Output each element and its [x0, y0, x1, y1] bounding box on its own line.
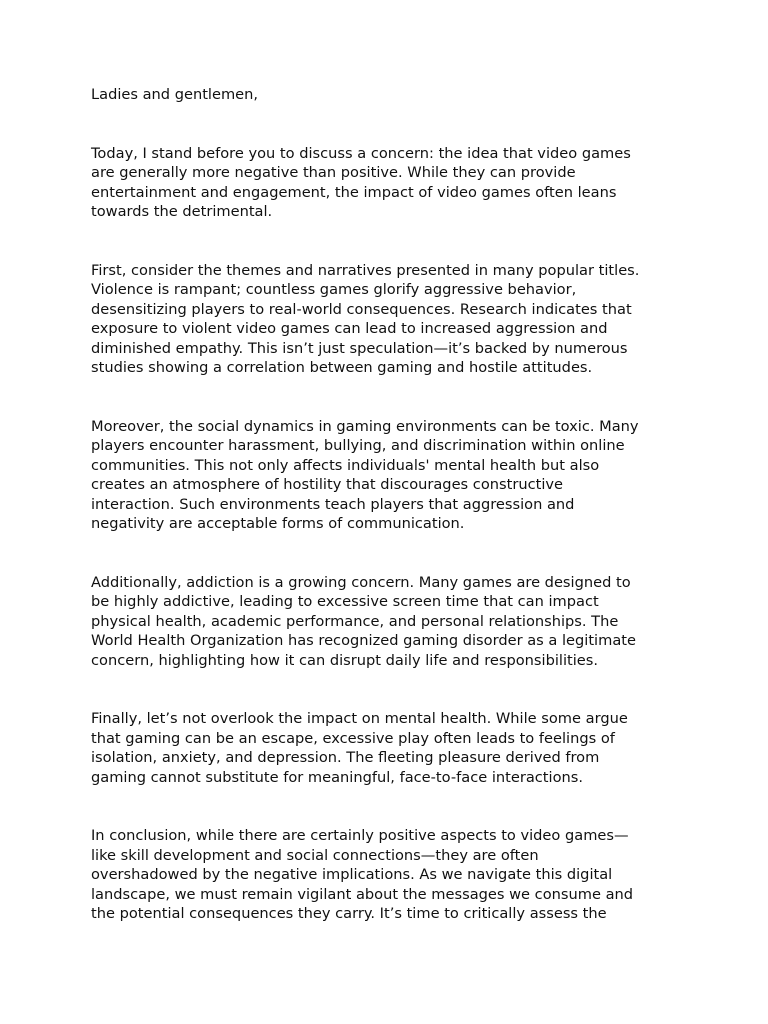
text-line: exposure to violent video games can lead to increased aggression and: [91, 320, 608, 337]
text-line: creates an atmosphere of hostility that discourages constructive: [91, 476, 563, 493]
text-line: gaming cannot substitute for meaningful, face-to-face interactions.: [91, 768, 583, 786]
paragraph-social-dynamics: [91, 417, 691, 534]
text-line: physical health, academic performance, and personal relationships. The: [91, 612, 619, 630]
paragraph-addiction: [91, 573, 691, 671]
paragraph-conclusion: [91, 826, 691, 924]
paragraph-violence: [91, 261, 691, 378]
text-line: desensitizing players to real-world consequences. Research indicates that: [91, 300, 632, 318]
text-line: interaction. Such environments teach players that aggression and: [91, 495, 575, 513]
text-line: negativity are acceptable forms of communication.: [91, 515, 465, 532]
text-line: studies showing a correlation between gaming and hostile attitudes.: [91, 359, 593, 376]
text-line: overshadowed by the negative implications. As we navigate this digital: [91, 866, 613, 883]
text-line: that gaming can be an escape, excessive play often leads to feelings of: [91, 729, 615, 747]
paragraph-introduction: [91, 144, 691, 222]
text-line: concern, highlighting how it can disrupt daily life and responsibilities.: [91, 651, 598, 669]
text-line: like skill development and social connections—they are often: [91, 846, 539, 864]
document-body: [91, 85, 691, 963]
salutation: [91, 85, 691, 105]
paragraph-mental-health: [91, 709, 691, 787]
text-line: diminished empathy. This isn’t just speculation—it’s backed by numerous: [91, 339, 628, 357]
text-line: entertainment and engagement, the impact of video games often leans: [91, 183, 617, 201]
text-line: communities. This not only affects individuals' mental health but also: [91, 456, 600, 474]
text-line: Ladies and gentlemen,: [91, 86, 259, 103]
text-line: landscape, we must remain vigilant about the messages we consume and: [91, 885, 634, 903]
text-line: First, consider the themes and narratives presented in many popular titles.: [91, 261, 640, 279]
text-line: World Health Organization has recognized gaming disorder as a legitimate: [91, 632, 636, 649]
text-line: towards the detrimental.: [91, 203, 273, 220]
text-line: are generally more negative than positive. While they can provide: [91, 164, 576, 181]
text-line: isolation, anxiety, and depression. The fleeting pleasure derived from: [91, 749, 600, 766]
text-line: Additionally, addiction is a growing concern. Many games are designed to: [91, 573, 631, 591]
text-line: Violence is rampant; countless games glorify aggressive behavior,: [91, 281, 577, 298]
text-line: Today, I stand before you to discuss a concern: the idea that video games: [91, 144, 631, 162]
text-line: the potential consequences they carry. It’s time to critically assess the: [91, 905, 607, 922]
text-line: In conclusion, while there are certainly positive aspects to video games—: [91, 827, 629, 844]
text-line: players encounter harassment, bullying, and discrimination within online: [91, 437, 625, 454]
text-line: Finally, let’s not overlook the impact on mental health. While some argue: [91, 710, 628, 727]
text-line: be highly addictive, leading to excessive screen time that can impact: [91, 593, 599, 610]
text-line: Moreover, the social dynamics in gaming environments can be toxic. Many: [91, 417, 639, 435]
